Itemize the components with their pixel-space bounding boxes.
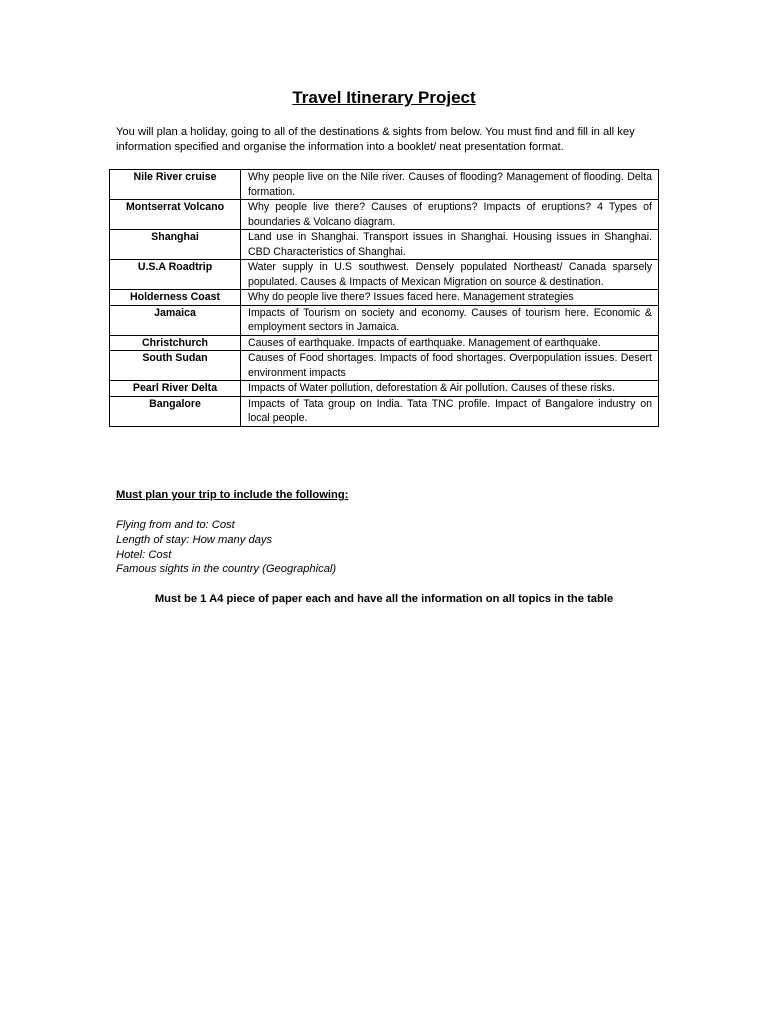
plan-list [116,518,336,577]
table-row [110,381,659,397]
table-row [110,396,659,426]
topic-details: Water supply in U.S southwest. Densely populated Northeast/ Canada sparsely populated. Causes & Impacts of Mexican Migration on source & destination. [241,260,659,290]
table-row [110,290,659,306]
topic-place: Christchurch [110,335,241,351]
topics-table [109,169,659,427]
table-row [110,260,659,290]
topic-place: Nile River cruise [110,170,241,200]
plan-item: Hotel: Cost [116,548,172,561]
topic-details: Land use in Shanghai. Transport issues in Shanghai. Housing issues in Shanghai. CBD Characteristics of Shanghai. [241,230,659,260]
table-row [110,230,659,260]
topic-details: Impacts of Tata group on India. Tata TNC profile. Impact of Bangalore industry on local people. [241,396,659,426]
table-row [110,170,659,200]
plan-item: Flying from and to: Cost [116,519,235,531]
topic-place: Montserrat Volcano [110,200,241,230]
topic-details: Why people live on the Nile river. Causes of flooding? Management of flooding. Delta formation. [241,170,659,200]
topic-place: Bangalore [110,396,241,426]
topic-place: Shanghai [110,230,241,260]
topic-place: U.S.A Roadtrip [110,260,241,290]
footer-note: Must be 1 A4 piece of paper each and have all the information on all topics in the table [154,593,614,605]
topic-details: Causes of Food shortages. Impacts of food shortages. Overpopulation issues. Desert environment impacts [241,351,659,381]
topic-place: Jamaica [110,305,241,335]
topic-place: Holderness Coast [110,290,241,306]
plan-item: Famous sights in the country (Geographical) [116,563,337,576]
table-row [110,305,659,335]
topic-details: Impacts of Tourism on society and economy. Causes of tourism here. Economic & employment sectors in Jamaica. [241,305,659,335]
topic-place: South Sudan [110,351,241,381]
plan-heading: Must plan your trip to include the following: [116,489,349,501]
topic-details: Why people live there? Causes of eruptions? Impacts of eruptions? 4 Types of boundaries & Volcano diagram. [241,200,659,230]
page-title: Travel Itinerary Project [292,88,476,107]
topic-details: Causes of earthquake. Impacts of earthquake. Management of earthquake. [241,335,659,351]
topic-details: Why do people live there? Issues faced here. Management strategies [241,290,659,306]
intro-paragraph: You will plan a holiday, going to all of the destinations & sights from below. You must find and fill in all key information specified and organise the information into a booklet/ neat presentation format. [116,126,635,153]
table-row [110,200,659,230]
plan-item: Length of stay: How many days [116,533,273,546]
topic-place: Pearl River Delta [110,381,241,397]
topic-details: Impacts of Water pollution, deforestation & Air pollution. Causes of these risks. [241,381,659,397]
table-row [110,351,659,381]
table-row [110,335,659,351]
